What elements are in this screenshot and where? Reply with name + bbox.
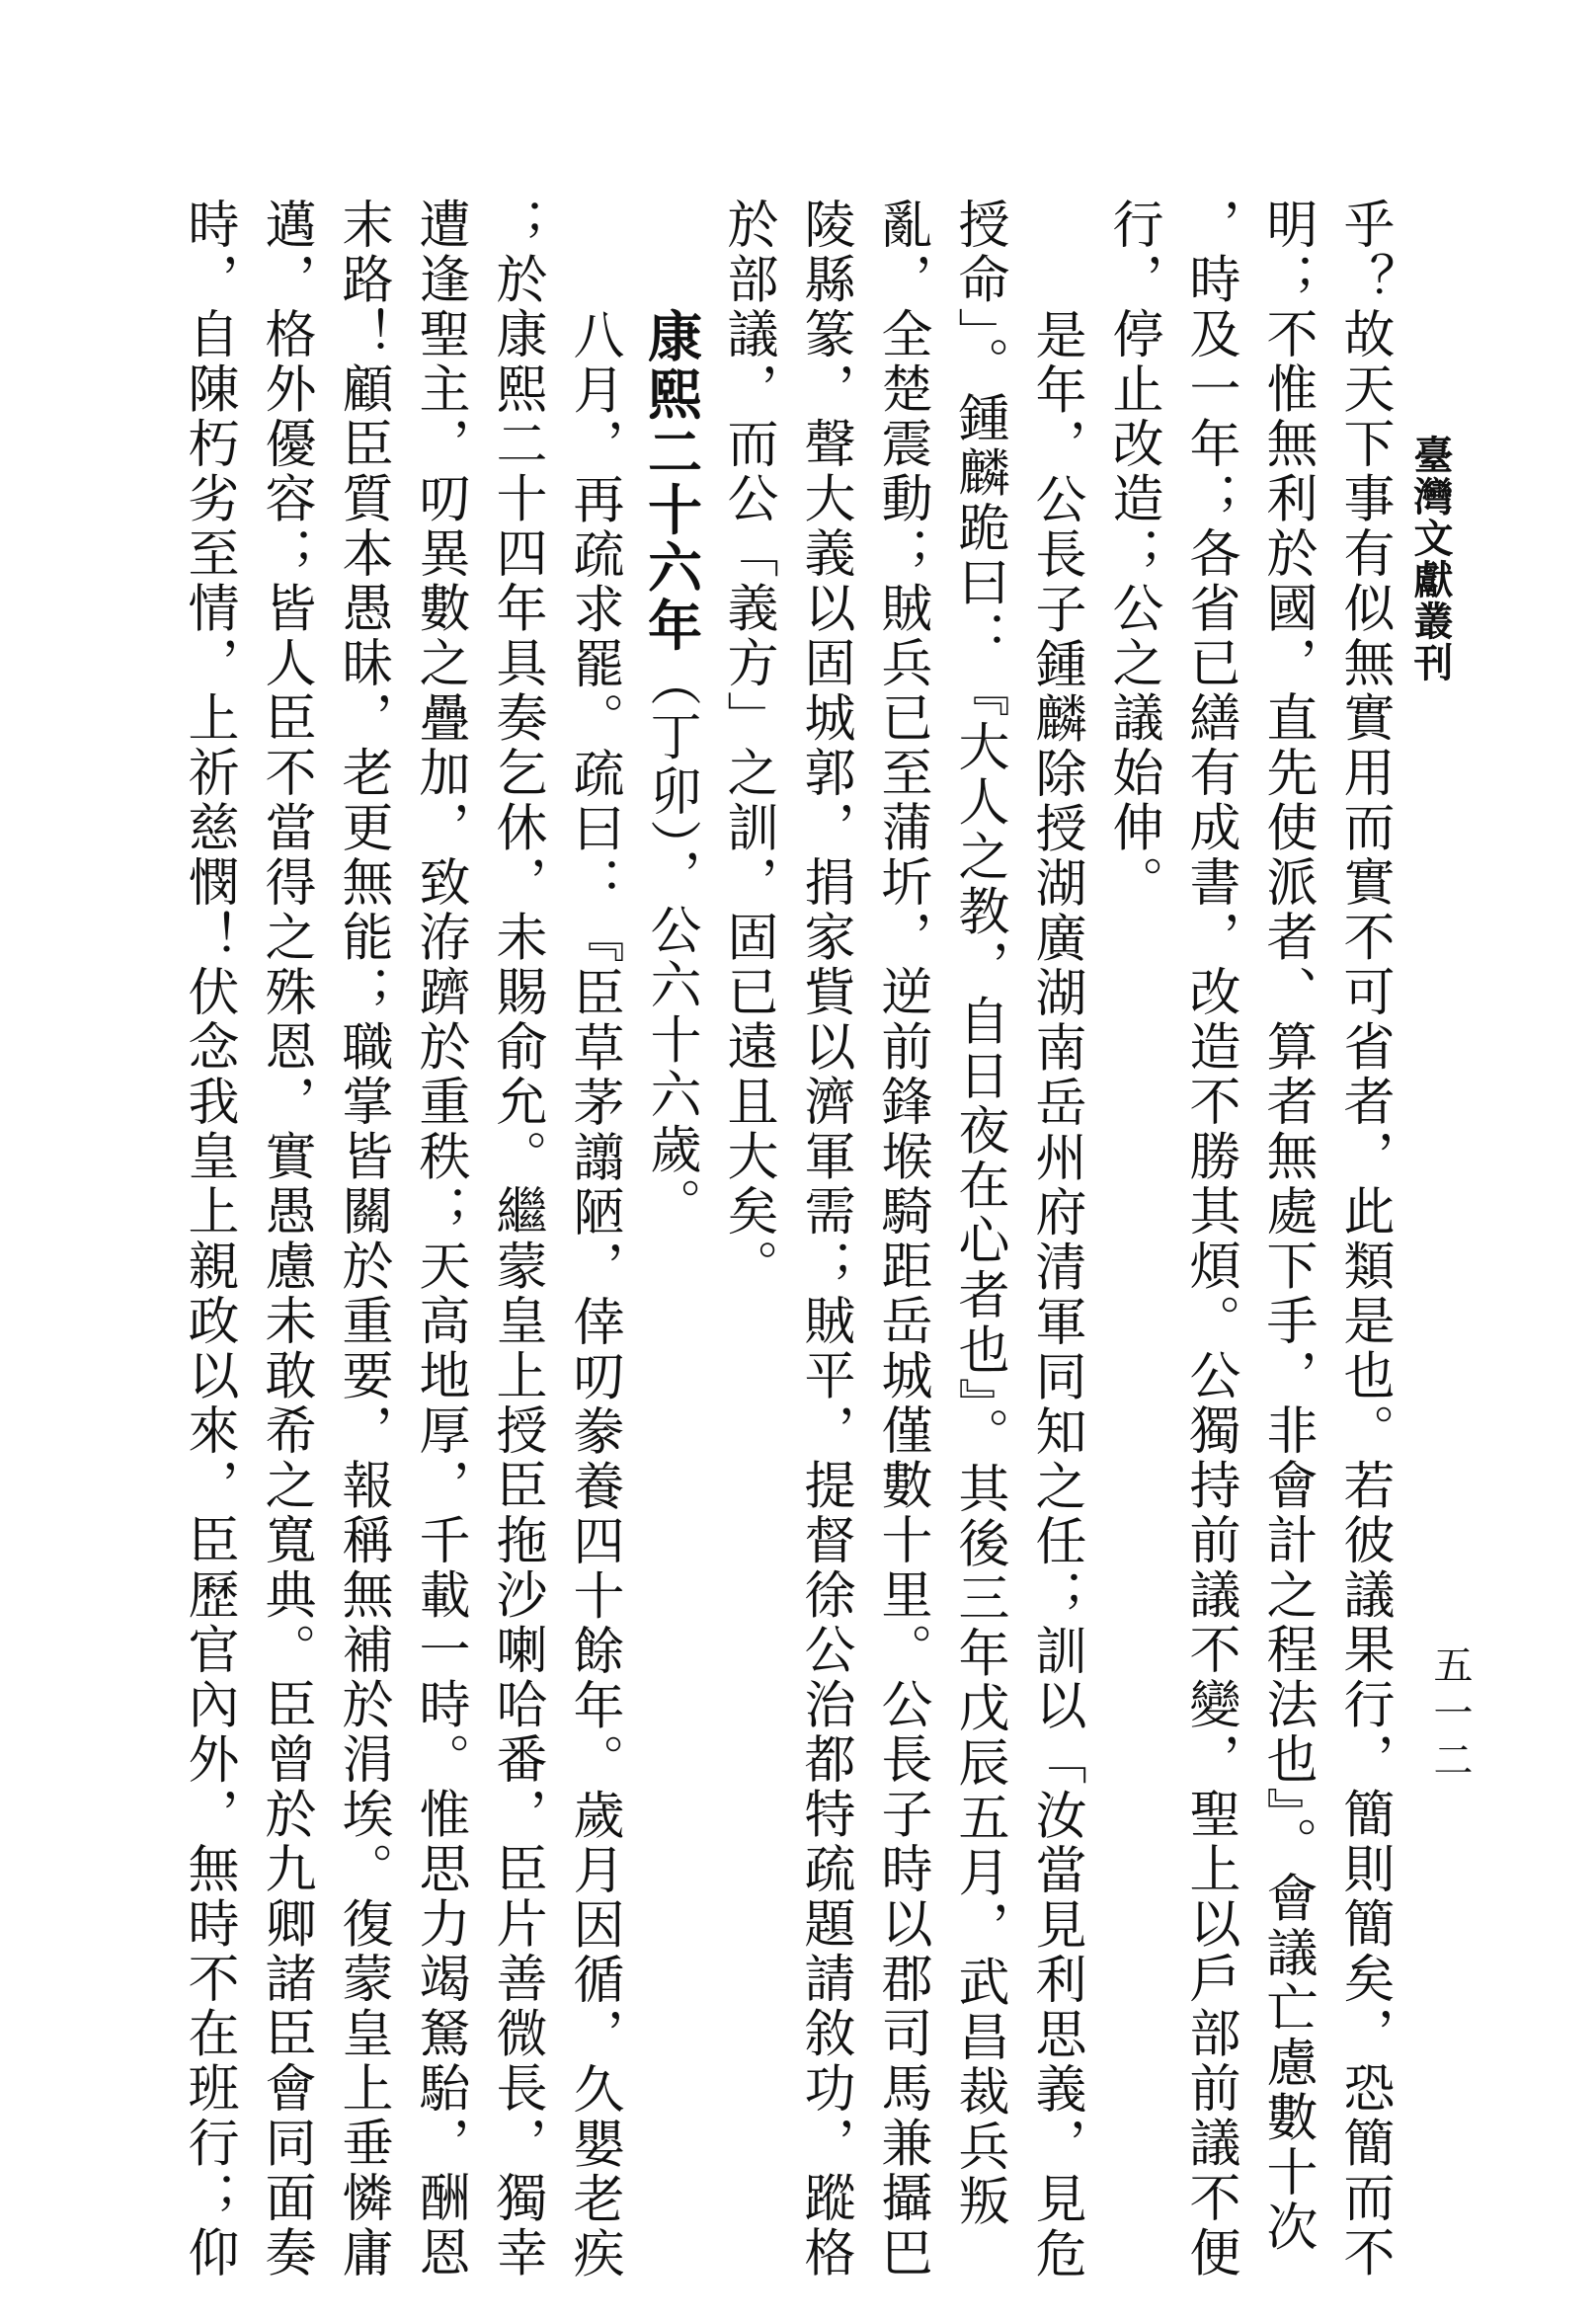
text-line-13: 遭逢聖主，叨異數之疊加，致洊躋於重秩；天高地厚，千載一時。惟思力竭駑駘，酬恩 bbox=[410, 198, 469, 2281]
text-line-4: 行，停止改造；公之議始伸。 bbox=[1103, 198, 1162, 911]
text-line-3: ，時及一年；各省已繕有成書，改造不勝其煩。公獨持前議不變，聖上以戶部前議不便 bbox=[1180, 198, 1239, 2281]
year-heading-line bbox=[632, 198, 709, 2183]
text-line-12: ；於康熙二十四年具奏乞休，未賜俞允。繼蒙皇上授臣拖沙喇哈番，臣片善微長，獨幸 bbox=[487, 198, 546, 2281]
text-line-2: 明；不惟無利於國，直先使派者、算者無處下手，非會計之程法也』。會議亡慮數十次 bbox=[1257, 198, 1317, 2255]
page-number: 五一二 bbox=[1427, 1644, 1473, 1787]
book-series-title: 臺灣文獻叢刊 bbox=[1407, 435, 1454, 683]
text-line-15: 邁，格外優容；皆人臣不當得之殊恩，實愚慮未敢希之寬典。臣曾於九卿諸臣會同面奏 bbox=[256, 198, 315, 2281]
text-line-7: 亂，全楚震動；賊兵已至蒲圻，逆前鋒堠騎距岳城僅數十里。公長子時以郡司馬兼攝巴 bbox=[872, 198, 931, 2281]
text-body bbox=[99, 198, 1402, 2281]
text-line-6: 授命」。鍾麟跪曰：『大人之教，自日夜在心者也』。其後三年戊辰五月，武昌裁兵叛 bbox=[949, 198, 1008, 2229]
text-line-8: 陵縣篆，聲大義以固城郭，捐家貲以濟軍需；賊平，提督徐公治都特疏題請敘功，蹤格 bbox=[795, 198, 854, 2281]
year-heading: 康熙二十六年 bbox=[639, 308, 703, 655]
text-line-16: 時，自陳朽劣至情，上祈慈憫！伏念我皇上親政以來，臣歷官內外，無時不在班行；仰 bbox=[179, 198, 238, 2281]
text-line-9: 於部議，而公「義方」之訓，固已遠且大矣。 bbox=[718, 198, 777, 1294]
text-line-14: 末路！顧臣質本愚昧，老更無能；職掌皆關於重要，報稱無補於涓埃。復蒙皇上垂憐庸 bbox=[333, 198, 392, 2281]
text-line-11: 八月，再疏求罷。疏曰：『臣草茅譾陋，倖叨豢養四十餘年。歲月因循，久嬰老疾 bbox=[564, 308, 623, 2281]
text-line-1: 乎？故天下事有似無實用而實不可省者，此類是也。若彼議果行，簡則簡矣，恐簡而不 bbox=[1334, 198, 1394, 2281]
text-line-5: 是年，公長子鍾麟除授湖廣湖南岳州府清軍同知之任；訓以「汝當見利思義，見危 bbox=[1026, 308, 1085, 2281]
year-heading-note: （丁卯），公六十六歲。 bbox=[641, 655, 700, 1233]
